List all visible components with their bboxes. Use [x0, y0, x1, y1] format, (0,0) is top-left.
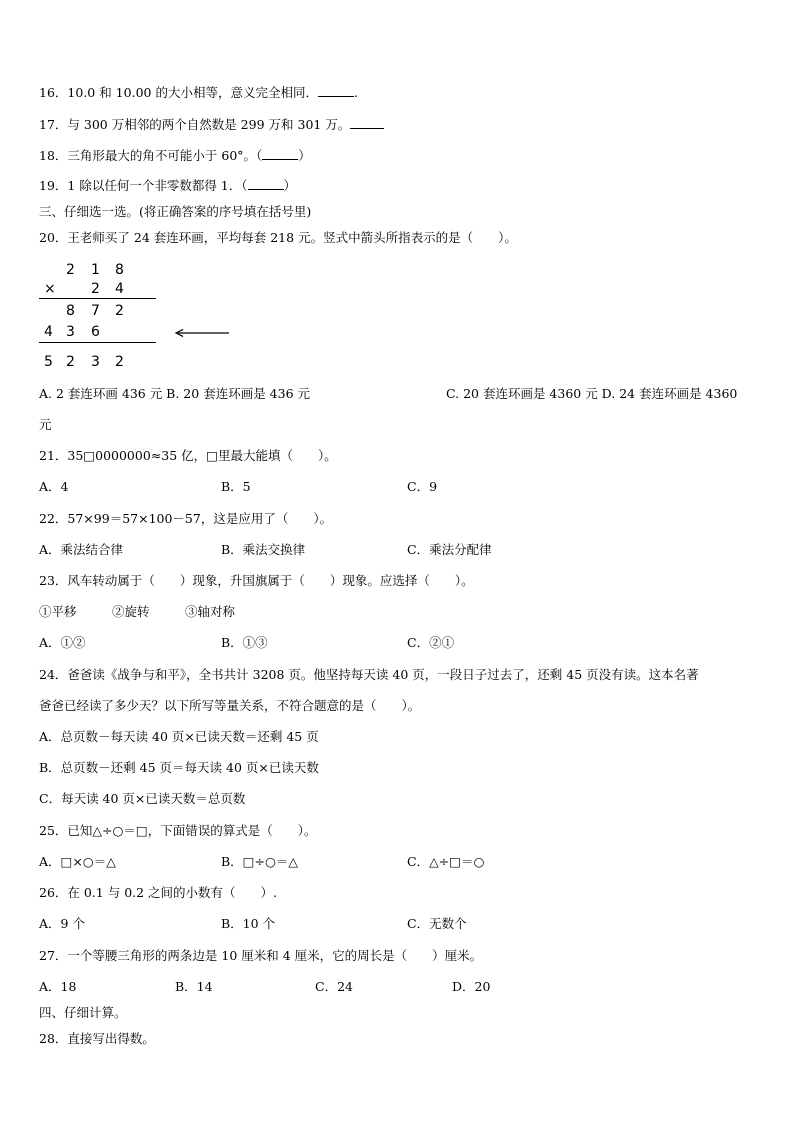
- question-19-text: 19．1 除以任何一个非零数都得 1．（: [39, 178, 248, 193]
- calc-row-product: [39, 354, 159, 370]
- question-24-line2: 爸爸已经读了多少天？以下所写等量关系，不符合题意的是（ ）。: [39, 698, 421, 713]
- calc-digit: 7: [91, 303, 100, 319]
- question-18-text: 18．三角形最大的角不可能小于 60°。（: [39, 148, 263, 163]
- question-17: [39, 116, 384, 133]
- question-22-text: 22．57×99＝57×100－57，这是应用了（ ）。: [39, 511, 333, 526]
- option-24-b[interactable]: B．总页数－还剩 45 页＝每天读 40 页×已读天数: [39, 760, 319, 775]
- option-20-ab[interactable]: A. 2 套连环画 436 元 B. 20 套连环画是 436 元: [39, 386, 310, 401]
- option-21-b[interactable]: B．5: [221, 479, 251, 494]
- calc-row-multiplicand: [39, 262, 159, 278]
- question-17-text: 17．与 300 万相邻的两个自然数是 299 万和 301 万。: [39, 117, 351, 132]
- option-22-a[interactable]: A．乘法结合律: [39, 542, 124, 557]
- question-28-text: 28．直接写出得数。: [39, 1031, 155, 1046]
- question-18-tail: ）: [298, 148, 311, 163]
- option-26-b[interactable]: B．10 个: [221, 916, 276, 931]
- option-23-b[interactable]: B．①③: [221, 635, 268, 650]
- calc-digit: 2: [66, 262, 75, 278]
- section-3-heading: 三、仔细选一选。(将正确答案的序号填在括号里): [39, 204, 312, 219]
- question-23-text: 23．风车转动属于（ ）现象，升国旗属于（ ）现象。应选择（ ）。: [39, 573, 474, 588]
- option-24-a[interactable]: A．总页数－每天读 40 页×已读天数＝还剩 45 页: [39, 729, 319, 744]
- calc-digit: 8: [66, 303, 75, 319]
- option-23-a[interactable]: A．①②: [39, 635, 86, 650]
- calc-digit: 2: [115, 354, 124, 370]
- question-18: [39, 147, 311, 164]
- option-20-cd[interactable]: C. 20 套连环画是 4360 元 D. 24 套连环画是 4360: [446, 386, 738, 401]
- section-4-heading: 四、仔细计算。: [39, 1005, 127, 1020]
- calc-digit: 8: [115, 262, 124, 278]
- option-21-c[interactable]: C．9: [407, 479, 438, 494]
- option-22-c[interactable]: C．乘法分配律: [407, 542, 492, 557]
- option-27-b[interactable]: B．14: [175, 979, 213, 994]
- question-16-text: 16．10.0 和 10.00 的大小相等，意义完全相同．: [39, 85, 318, 100]
- question-21-text: 21．35□0000000≈35 亿，□里最大能填（ ）。: [39, 448, 337, 463]
- option-26-c[interactable]: C．无数个: [407, 916, 467, 931]
- calc-rule-2: [39, 342, 156, 343]
- question-16: [39, 84, 358, 101]
- calc-row-partial-1: [39, 303, 159, 319]
- question-26-text: 26．在 0.1 与 0.2 之间的小数有（ ）.: [39, 885, 278, 900]
- question-24-line1: 24．爸爸读《战争与和平》，全书共计 3208 页。他坚持每天读 40 页，一段日子过去了，还剩 45 页没有读。这本名著: [39, 667, 699, 682]
- choice-23-3: ③轴对称: [185, 604, 236, 619]
- choice-23-1: ①平移: [39, 604, 77, 619]
- option-20-tail: 元: [39, 417, 52, 432]
- option-23-c[interactable]: C．②①: [407, 635, 455, 650]
- option-22-b[interactable]: B．乘法交换律: [221, 542, 306, 557]
- question-20-text: 20．王老师买了 24 套连环画，平均每套 218 元。竖式中箭头所指表示的是（ ）。: [39, 230, 517, 245]
- answer-blank-17[interactable]: [350, 116, 384, 129]
- calc-digit: 2: [66, 354, 75, 370]
- question-25-text: 25．已知△÷○＝□，下面错误的算式是（ ）。: [39, 823, 317, 838]
- question-27-text: 27．一个等腰三角形的两条边是 10 厘米和 4 厘米，它的周长是（ ）厘米。: [39, 948, 483, 963]
- option-21-a[interactable]: A．4: [39, 479, 69, 494]
- calc-digit: 3: [66, 324, 75, 340]
- calc-digit: 2: [115, 303, 124, 319]
- choice-23-2: ②旋转: [112, 604, 150, 619]
- option-25-a[interactable]: A．□×○＝△: [39, 854, 116, 869]
- calc-digit: 2: [91, 281, 100, 297]
- calc-digit: 3: [91, 354, 100, 370]
- vertical-multiplication: [39, 256, 199, 376]
- calc-rule-1: [39, 298, 156, 299]
- option-27-c[interactable]: C．24: [315, 979, 353, 994]
- times-sign: ×: [44, 281, 56, 297]
- option-25-b[interactable]: B．□÷○＝△: [221, 854, 298, 869]
- option-27-a[interactable]: A．18: [39, 979, 77, 994]
- answer-blank-18[interactable]: [262, 147, 298, 160]
- calc-digit: 6: [91, 324, 100, 340]
- option-26-a[interactable]: A．9 个: [39, 916, 85, 931]
- calc-digit: 4: [115, 281, 124, 297]
- question-19: [39, 177, 296, 194]
- pointer-arrow-icon: [174, 329, 230, 337]
- calc-digit: 1: [91, 262, 100, 278]
- option-27-d[interactable]: D．20: [452, 979, 491, 994]
- question-19-tail: ）: [283, 178, 297, 193]
- option-24-c[interactable]: C．每天读 40 页×已读天数＝总页数: [39, 791, 246, 806]
- question-16-tail: .: [353, 85, 358, 100]
- calc-row-multiplier: [39, 281, 159, 297]
- option-25-c[interactable]: C．△÷□＝○: [407, 854, 485, 869]
- answer-blank-16[interactable]: [318, 84, 354, 97]
- calc-digit: 4: [44, 324, 53, 340]
- calc-digit: 5: [44, 354, 53, 370]
- answer-blank-19[interactable]: [248, 177, 284, 190]
- calc-row-partial-2: [39, 324, 159, 340]
